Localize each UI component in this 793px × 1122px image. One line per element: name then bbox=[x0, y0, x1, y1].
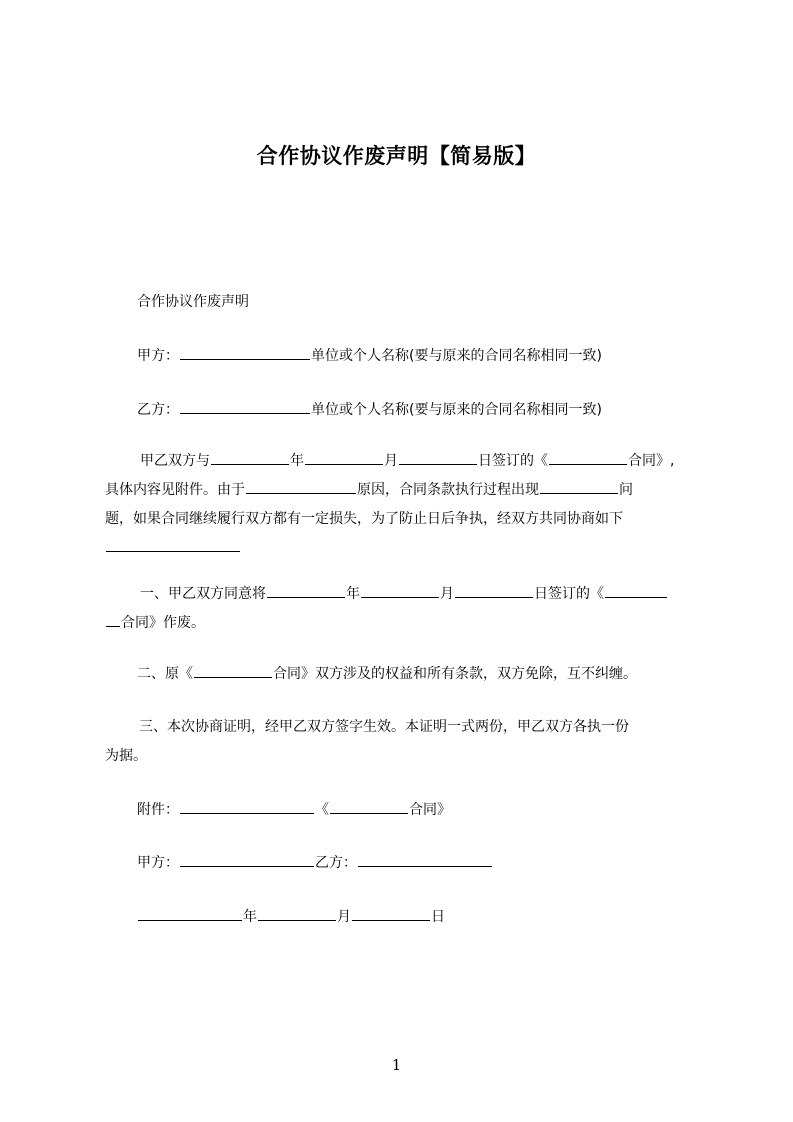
intro-text: 问 bbox=[619, 482, 633, 498]
signature-line bbox=[137, 851, 493, 873]
month-text: 月 bbox=[337, 909, 351, 925]
blank bbox=[246, 478, 356, 494]
blank bbox=[399, 449, 477, 465]
page-number: 1 bbox=[391, 1056, 402, 1074]
blank bbox=[455, 582, 533, 598]
month-text: 月 bbox=[440, 586, 454, 602]
clause-text: 三、本次协商证明，经甲乙双方签字生效。本证明一式两份，甲乙双方各执一份 bbox=[139, 719, 629, 735]
party-b-note: 单位或个人名称(要与原来的合同名称相同一致) bbox=[311, 402, 602, 418]
blank bbox=[211, 449, 289, 465]
blank bbox=[267, 582, 345, 598]
party-a-blank bbox=[180, 344, 310, 360]
blank bbox=[352, 905, 430, 921]
party-a-line bbox=[137, 344, 602, 366]
intro-text: 日签订的《 bbox=[478, 453, 548, 469]
intro-text: 题，如果合同继续履行双方都有一定损失，为了防止日后争执，经双方共同协商如下 bbox=[105, 511, 623, 527]
intro-text: 原因，合同条款执行过程出现 bbox=[357, 482, 539, 498]
signature-party-b-label: 乙方： bbox=[315, 855, 357, 871]
signature-party-a-label: 甲方： bbox=[137, 855, 179, 871]
intro-text: 合同》, bbox=[628, 453, 675, 469]
intro-text: 甲乙双方与 bbox=[140, 453, 210, 469]
attachment-label: 附件： bbox=[137, 802, 179, 818]
year-text: 年 bbox=[290, 453, 304, 469]
party-a-note: 单位或个人名称(要与原来的合同名称相同一致) bbox=[311, 348, 602, 364]
year-text: 年 bbox=[243, 909, 257, 925]
blank bbox=[106, 611, 120, 627]
attachment-text: 合同》 bbox=[409, 802, 451, 818]
signature-blank bbox=[180, 851, 314, 867]
attachment-line bbox=[137, 798, 451, 820]
month-text: 月 bbox=[384, 453, 398, 469]
blank bbox=[549, 449, 627, 465]
attachment-text: 《 bbox=[315, 802, 329, 818]
party-b-label: 乙方： bbox=[137, 402, 179, 418]
blank bbox=[361, 582, 439, 598]
blank bbox=[138, 905, 242, 921]
clause-text: 二、原《 bbox=[137, 666, 193, 682]
blank bbox=[194, 662, 272, 678]
section-heading: 合作协议作废声明 bbox=[137, 294, 249, 310]
clause-text: 合同》作废。 bbox=[121, 615, 205, 631]
party-b-blank bbox=[180, 398, 310, 414]
clause-text: 合同》双方涉及的权益和所有条款，双方免除，互不纠缠。 bbox=[273, 666, 637, 682]
document-title: 合作协议作废声明【简易版】 bbox=[256, 144, 537, 168]
clause-one bbox=[105, 580, 701, 638]
clause-two bbox=[105, 660, 701, 689]
intro-paragraph bbox=[105, 447, 701, 563]
clause-text: 一、甲乙双方同意将 bbox=[140, 586, 266, 602]
clause-text: 日签订的《 bbox=[534, 586, 604, 602]
party-b-line bbox=[137, 398, 602, 420]
intro-text: 具体内容见附件。由于 bbox=[105, 482, 245, 498]
clause-text: 为据。 bbox=[105, 748, 147, 764]
blank bbox=[305, 449, 383, 465]
blank bbox=[180, 798, 314, 814]
signature-blank bbox=[358, 851, 492, 867]
date-line bbox=[137, 905, 445, 927]
day-text: 日 bbox=[431, 909, 445, 925]
blank bbox=[540, 478, 618, 494]
blank bbox=[605, 582, 667, 598]
year-text: 年 bbox=[346, 586, 360, 602]
blank bbox=[258, 905, 336, 921]
clause-three bbox=[105, 713, 701, 771]
party-a-label: 甲方： bbox=[137, 348, 179, 364]
blank bbox=[106, 536, 240, 552]
blank bbox=[330, 798, 408, 814]
